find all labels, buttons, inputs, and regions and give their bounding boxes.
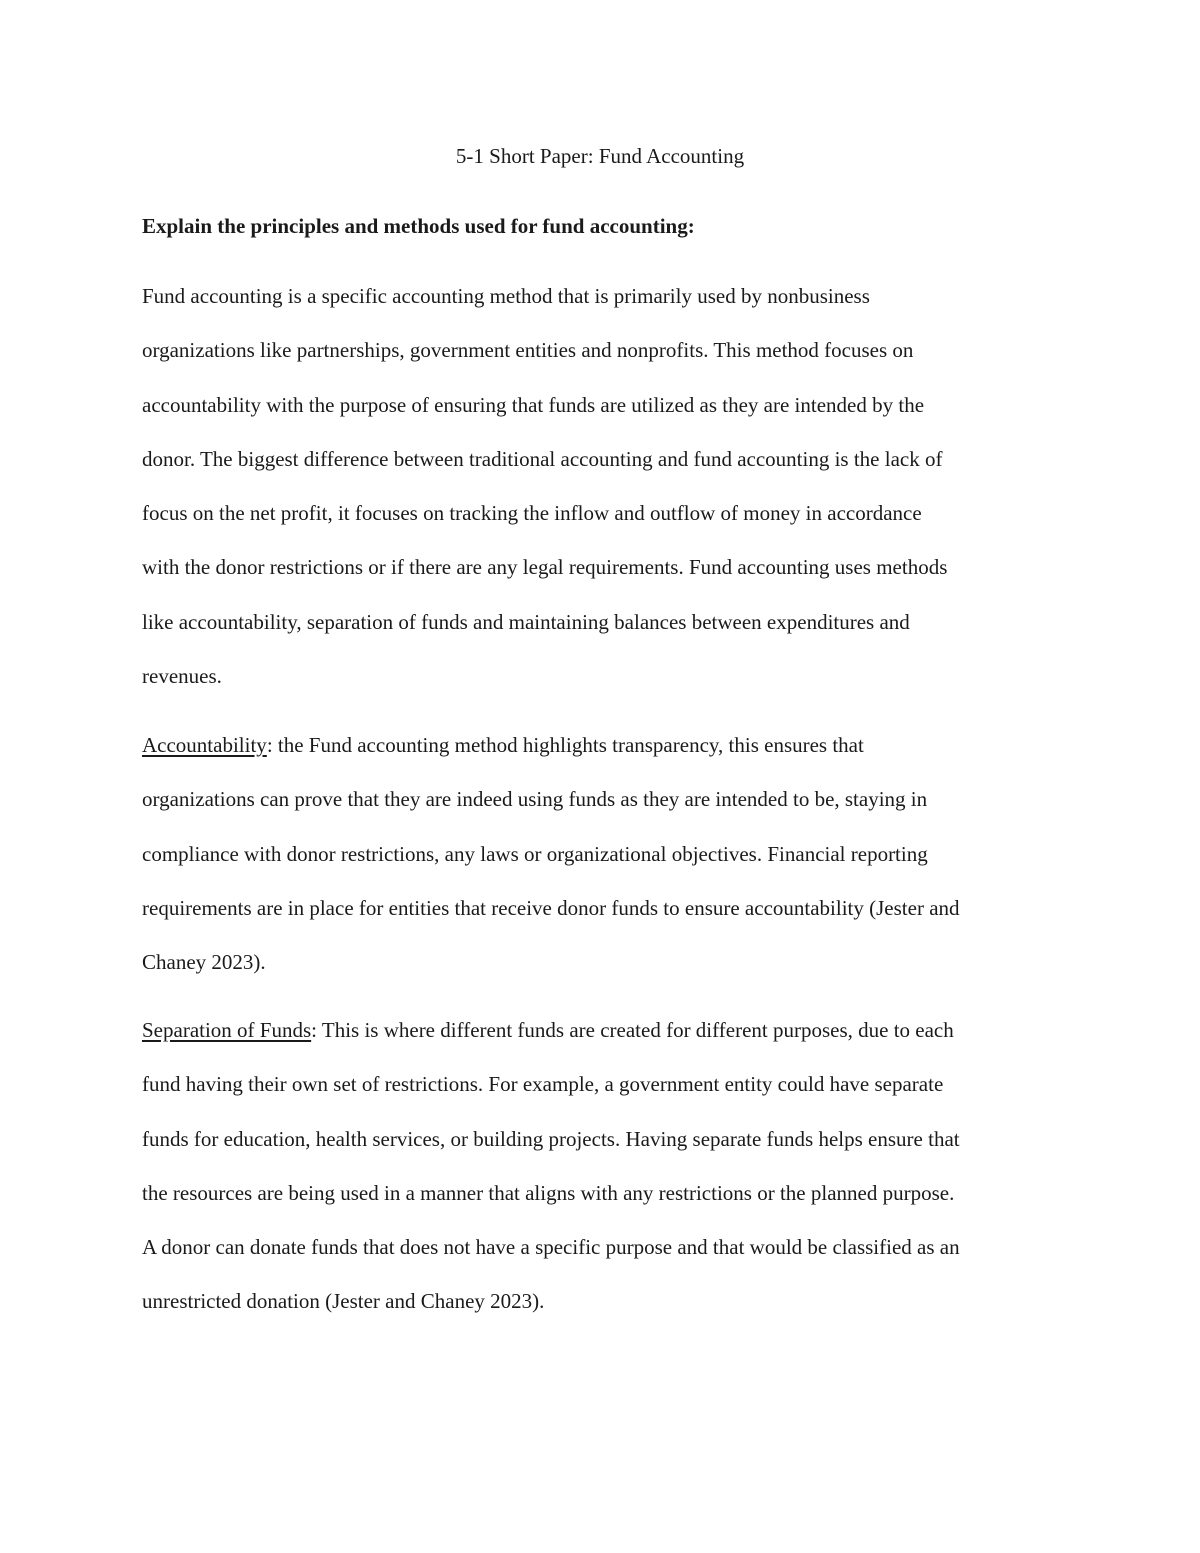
- paragraph-line: Chaney 2023).: [142, 950, 266, 975]
- paragraph-line: organizations like partnerships, government entities and nonprofits. This method focuses on: [142, 338, 914, 363]
- paper-title: 5-1 Short Paper: Fund Accounting: [455, 144, 745, 168]
- paragraph-line: like accountability, separation of funds and maintaining balances between expenditures and: [142, 609, 910, 634]
- paragraph-line: the resources are being used in a manner that aligns with any restrictions or the planned purpose.: [142, 1180, 955, 1205]
- paragraph-line: donor. The biggest difference between traditional accounting and fund accounting is the lack of: [142, 446, 943, 471]
- paragraph-line: organizations can prove that they are indeed using funds as they are intended to be, staying in: [142, 787, 928, 812]
- paragraph-line: accountability with the purpose of ensuring that funds are utilized as they are intended by the: [142, 392, 925, 417]
- paragraph-line: revenues.: [142, 664, 222, 689]
- paragraph-line: requirements are in place for entities that receive donor funds to ensure accountability (Jester and: [142, 895, 960, 920]
- paragraph-line: funds for education, health services, or building projects. Having separate funds helps ensure that: [142, 1126, 960, 1151]
- paragraph-line: compliance with donor restrictions, any laws or organizational objectives. Financial reporting: [142, 841, 928, 866]
- paragraph-line: unrestricted donation (Jester and Chaney 2023).: [142, 1289, 545, 1314]
- separation-term: Separation of Funds: [142, 1018, 312, 1042]
- paragraph-line: Fund accounting is a specific accounting method that is primarily used by nonbusiness: [142, 284, 870, 308]
- section-heading: Explain the principles and methods used for fund accounting:: [142, 214, 695, 238]
- accountability-paragraph: [142, 731, 1072, 1002]
- paragraph-line: with the donor restrictions or if there are any legal requirements. Fund accounting uses methods: [142, 555, 948, 580]
- intro-paragraph: [142, 282, 1072, 716]
- paragraph-line: fund having their own set of restrictions. For example, a government entity could have separate: [142, 1072, 944, 1097]
- separation-paragraph: [142, 1016, 1072, 1342]
- separation-first-line: : This is where different funds are created for different purposes, due to each: [311, 1018, 954, 1042]
- accountability-first-line: : the Fund accounting method highlights transparency, this ensures that: [266, 733, 864, 757]
- paragraph-line: focus on the net profit, it focuses on tracking the inflow and outflow of money in accordance: [142, 501, 922, 526]
- paragraph-line: [142, 731, 1072, 785]
- accountability-term: Accountability: [142, 733, 267, 757]
- paragraph-line: [142, 1016, 1072, 1070]
- paragraph-line: A donor can donate funds that does not have a specific purpose and that would be classified as an: [142, 1235, 960, 1260]
